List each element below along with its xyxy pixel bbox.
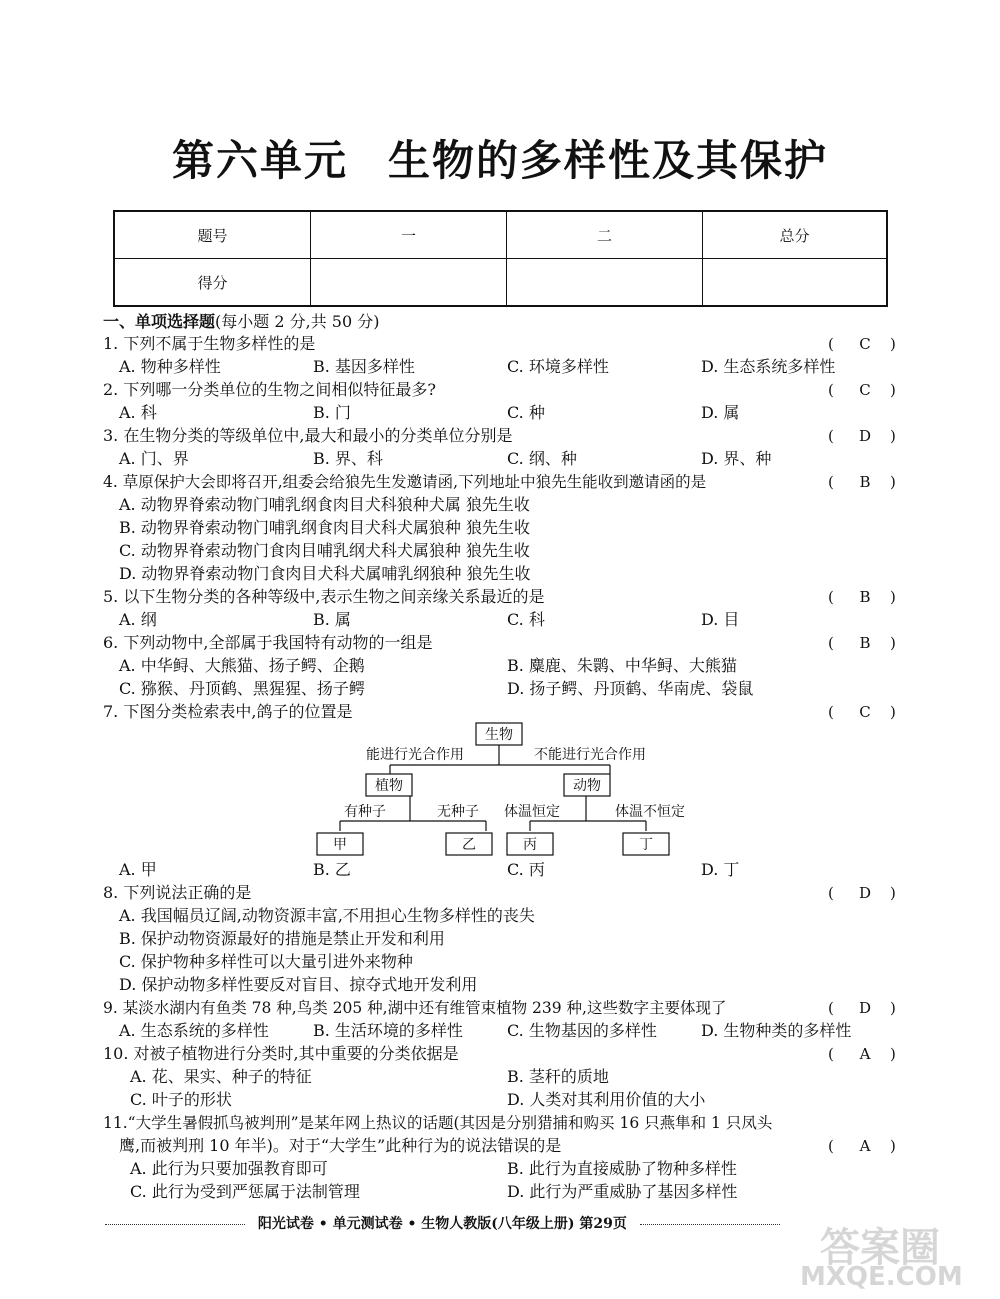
score-table-score-row <box>114 259 887 307</box>
option: C. 纲、种 <box>507 449 577 468</box>
option: C. 动物界脊索动物门食肉目哺乳纲犬科犬属狼种 狼先生收 <box>119 541 530 560</box>
answer-value: C <box>859 335 871 353</box>
branch-label-left: 能进行光合作用 <box>366 747 464 763</box>
answer-value: D <box>858 884 872 902</box>
sub-label-constant-temp: 体温恒定 <box>504 804 560 820</box>
footer-dots-left <box>105 1224 245 1225</box>
plant-label: 植物 <box>375 778 403 794</box>
leaf-label: 丁 <box>639 837 653 853</box>
title-topic: 生物的多样性及其保护 <box>388 136 829 185</box>
option: A. 此行为只要加强教育即可 <box>130 1159 328 1178</box>
option: D. 扬子鳄、丹顶鹤、华南虎、袋鼠 <box>507 679 754 698</box>
header-cell: 二 <box>507 211 703 259</box>
classification-key-diagram <box>300 718 720 863</box>
title-unit: 第六单元 <box>171 136 348 185</box>
option: B. 此行为直接威胁了物种多样性 <box>507 1159 737 1178</box>
animal-label: 动物 <box>573 778 601 794</box>
answer-value: B <box>859 634 871 652</box>
option: D. 人类对其利用价值的大小 <box>507 1090 706 1109</box>
option: B. 麋鹿、朱鹮、中华鲟、大熊猫 <box>507 656 737 675</box>
option: A. 物种多样性 <box>119 357 221 376</box>
section-header <box>103 311 379 333</box>
option: A. 生态系统的多样性 <box>119 1021 269 1040</box>
option: C. 环境多样性 <box>507 357 609 376</box>
question-stem: 2. 下列哪一分类单位的生物之间相似特征最多? <box>103 380 436 399</box>
answer-value: A <box>859 1137 871 1155</box>
option: B. 保护动物资源最好的措施是禁止开发和利用 <box>119 929 445 948</box>
leaf-label: 丙 <box>523 837 537 853</box>
option: B. 茎秆的质地 <box>507 1067 609 1086</box>
option: A. 花、果实、种子的特征 <box>130 1067 312 1086</box>
sub-label-variable-temp: 体温不恒定 <box>615 804 685 820</box>
option: D. 界、种 <box>701 449 772 468</box>
answer-value: C <box>859 381 871 399</box>
option: A. 门、界 <box>119 449 189 468</box>
header-cell: 一 <box>311 211 507 259</box>
option: D. 生物种类的多样性 <box>701 1021 852 1040</box>
option: A. 中华鲟、大熊猫、扬子鳄、企鹅 <box>119 656 365 675</box>
question-stem: 3. 在生物分类的等级单位中,最大和最小的分类单位分别是 <box>103 426 513 445</box>
root-label: 生物 <box>485 727 513 743</box>
answer-value: C <box>859 703 871 721</box>
score-cell[interactable] <box>507 259 703 307</box>
option: C. 保护物种多样性可以大量引进外来物种 <box>119 952 413 971</box>
answer-value: B <box>859 588 871 606</box>
score-table <box>113 210 888 307</box>
leaf-label: 甲 <box>333 837 347 853</box>
option: D. 动物界脊索动物门食肉目犬科犬属哺乳纲狼种 狼先生收 <box>119 564 531 583</box>
score-cell[interactable] <box>311 259 507 307</box>
option: B. 生活环境的多样性 <box>313 1021 463 1040</box>
footer-text: 阳光试卷 • 单元测试卷 • 生物人教版(八年级上册) 第29页 <box>257 1216 627 1232</box>
answer-value: D <box>858 999 872 1017</box>
question-stem: 10. 对被子植物进行分类时,其中重要的分类依据是 <box>103 1044 459 1063</box>
watermark-logo: 答案圈 <box>820 1225 940 1271</box>
option: C. 猕猴、丹顶鹤、黑猩猩、扬子鳄 <box>119 679 365 698</box>
answer-value: D <box>858 427 872 445</box>
footer-dots-right <box>640 1224 780 1225</box>
watermark-url: MXQE.COM <box>800 1262 963 1292</box>
option: B. 属 <box>313 610 351 629</box>
option: B. 乙 <box>313 860 351 879</box>
sub-label-no-seed: 无种子 <box>437 804 479 820</box>
option: B. 门 <box>313 403 351 422</box>
option: C. 科 <box>507 610 545 629</box>
option: D. 属 <box>701 403 740 422</box>
answer-value: B <box>859 473 871 491</box>
question-stem: 9. 某淡水湖内有鱼类 78 种,鸟类 205 种,湖中还有维管束植物 239 种,这些数字主要体现了 <box>103 999 727 1017</box>
option: C. 叶子的形状 <box>130 1090 232 1109</box>
question-stem: 5. 以下生物分类的各种等级中,表示生物之间亲缘关系最近的是 <box>103 587 545 606</box>
option: D. 生态系统多样性 <box>701 357 836 376</box>
option: A. 纲 <box>119 610 157 629</box>
option: C. 丙 <box>507 860 545 879</box>
question-stem: 7. 下图分类检索表中,鸽子的位置是 <box>103 702 353 721</box>
option: D. 丁 <box>701 860 740 879</box>
leaf-label: 乙 <box>462 837 476 853</box>
page-title <box>0 128 1000 188</box>
question-stem: 4. 草原保护大会即将召开,组委会给狼先生发邀请函,下列地址中狼先生能收到邀请函的是 <box>103 473 707 491</box>
option: D. 保护动物多样性要反对盲目、掠夺式地开发利用 <box>119 975 478 994</box>
row-label-cell: 得分 <box>114 259 311 307</box>
option: D. 此行为严重威胁了基因多样性 <box>507 1182 738 1201</box>
section-label: 一、单项选择题 <box>103 312 216 331</box>
option: C. 生物基因的多样性 <box>507 1021 657 1040</box>
option: B. 动物界脊索动物门哺乳纲食肉目犬科犬属狼种 狼先生收 <box>119 518 531 537</box>
branch-label-right: 不能进行光合作用 <box>534 747 646 763</box>
question-stem-continued: 鹰,而被判刑 10 年半)。对于“大学生”此种行为的说法错误的是 <box>119 1136 562 1155</box>
option: A. 甲 <box>119 860 157 879</box>
option: D. 目 <box>701 610 740 629</box>
section-note: (每小题 2 分,共 50 分) <box>215 312 380 331</box>
option: B. 界、科 <box>313 449 383 468</box>
option: A. 动物界脊索动物门哺乳纲食肉目犬科狼种犬属 狼先生收 <box>119 495 530 514</box>
score-table-header-row <box>114 211 887 259</box>
question-stem: 11.“大学生暑假抓鸟被判刑”是某年网上热议的话题(其因是分别猎捕和购买 16 只燕隼和 1 只凤头 <box>103 1114 773 1132</box>
score-cell[interactable] <box>703 259 888 307</box>
option: A. 我国幅员辽阔,动物资源丰富,不用担心生物多样性的丧失 <box>119 906 535 925</box>
sub-label-seed: 有种子 <box>344 804 386 820</box>
page-footer <box>105 1213 895 1233</box>
option: B. 基因多样性 <box>313 357 415 376</box>
option: A. 科 <box>119 403 157 422</box>
answer-value: A <box>859 1045 871 1063</box>
header-cell: 总分 <box>703 211 888 259</box>
option: C. 种 <box>507 403 545 422</box>
question-stem: 6. 下列动物中,全部属于我国特有动物的一组是 <box>103 633 433 652</box>
question-stem: 8. 下列说法正确的是 <box>103 883 252 902</box>
option: C. 此行为受到严惩属于法制管理 <box>130 1182 360 1201</box>
question-stem: 1. 下列不属于生物多样性的是 <box>103 334 316 353</box>
header-cell: 题号 <box>114 211 311 259</box>
